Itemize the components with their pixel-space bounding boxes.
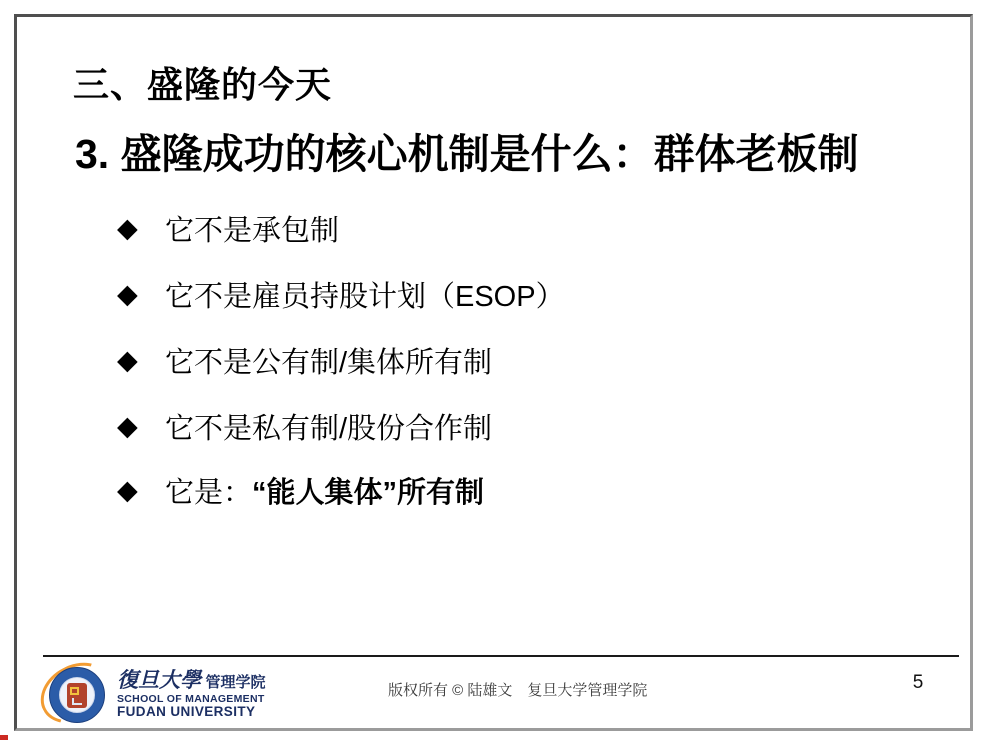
copyright-text: 版权所有 © 陆雄文 复旦大学管理学院 — [388, 682, 648, 699]
red-artifact-mark — [0, 735, 8, 740]
bullet-text: 它不是公有制/集体所有制 — [165, 347, 493, 379]
diamond-bullet-icon: ◆ — [117, 213, 138, 243]
logo-cn-regular: 管理学院 — [205, 674, 266, 691]
diamond-bullet-icon: ◆ — [117, 475, 138, 505]
diamond-bullet-icon: ◆ — [117, 279, 138, 309]
bullet-text: 它不是雇员持股计划（ESOP） — [165, 281, 565, 313]
bullet-item — [117, 470, 484, 511]
logo-wordmark — [117, 668, 265, 720]
logo-seal-glyph-icon — [70, 687, 79, 695]
logo-chinese-line — [117, 668, 265, 692]
bullet-item — [117, 340, 492, 381]
diamond-bullet-icon: ◆ — [117, 345, 138, 375]
page-number: 5 — [912, 672, 924, 693]
fudan-som-logo — [43, 661, 111, 729]
bullet-text: 它是： — [165, 477, 253, 509]
slide-frame — [14, 14, 973, 731]
bullet-text: 它不是私有制/股份合作制 — [165, 413, 493, 445]
bullet-text-bold: “能人集体”所有制 — [252, 477, 485, 509]
bullet-item — [117, 208, 339, 249]
logo-en-line1: SCHOOL OF MANAGEMENT — [117, 692, 265, 705]
bullet-text: 它不是承包制 — [165, 215, 340, 247]
bullet-item — [117, 406, 492, 447]
logo-seal-glyph-icon — [72, 698, 82, 705]
bullet-item — [117, 274, 565, 315]
footer-divider — [43, 655, 959, 657]
logo-en-line2: FUDAN UNIVERSITY — [117, 704, 256, 720]
logo-cn-script: 復旦大學 — [117, 667, 201, 692]
main-heading: 3. 盛隆成功的核心机制是什么：群体老板制 — [75, 131, 859, 177]
diamond-bullet-icon: ◆ — [117, 411, 138, 441]
section-title: 三、盛隆的今天 — [73, 64, 333, 105]
